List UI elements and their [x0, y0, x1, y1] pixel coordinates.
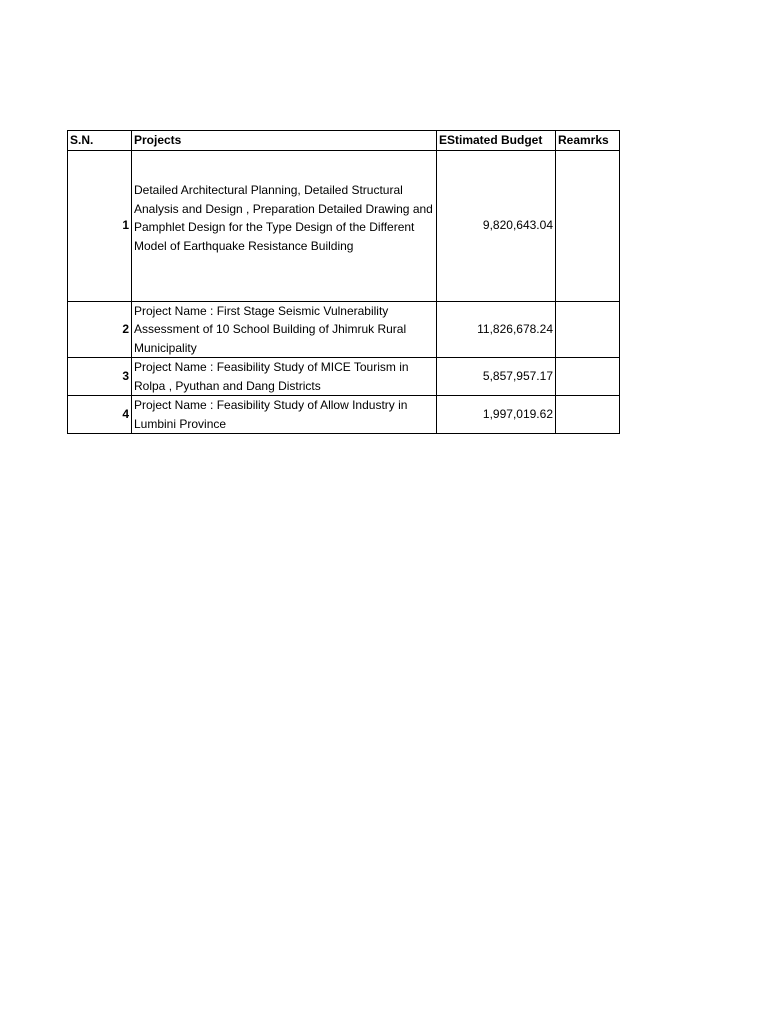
table-row: [68, 396, 620, 434]
table-row: [68, 358, 620, 396]
cell-budget[interactable]: 1,997,019.62: [437, 396, 556, 434]
cell-sn[interactable]: 2: [68, 301, 132, 358]
cell-sn[interactable]: 3: [68, 358, 132, 396]
cell-sn[interactable]: 1: [68, 150, 132, 301]
cell-remarks[interactable]: [556, 358, 620, 396]
cell-budget[interactable]: 9,820,643.04: [437, 150, 556, 301]
cell-project[interactable]: Project Name : Feasibility Study of MICE Tourism in Rolpa , Pyuthan and Dang Districts: [132, 358, 437, 396]
header-sn[interactable]: S.N.: [68, 131, 132, 151]
cell-budget[interactable]: 11,826,678.24: [437, 301, 556, 358]
projects-table: [67, 130, 620, 434]
table-row: [68, 150, 620, 301]
cell-project[interactable]: Project Name : First Stage Seismic Vulnerability Assessment of 10 School Building of Jhimruk Rural Municipality: [132, 301, 437, 358]
header-estimated-budget[interactable]: EStimated Budget: [437, 131, 556, 151]
cell-remarks[interactable]: [556, 301, 620, 358]
header-remarks[interactable]: Reamrks: [556, 131, 620, 151]
table-row: [68, 301, 620, 358]
header-row: [68, 131, 620, 151]
cell-project[interactable]: Project Name : Feasibility Study of Allow Industry in Lumbini Province: [132, 396, 437, 434]
cell-remarks[interactable]: [556, 396, 620, 434]
cell-sn[interactable]: 4: [68, 396, 132, 434]
cell-remarks[interactable]: [556, 150, 620, 301]
header-projects[interactable]: Projects: [132, 131, 437, 151]
cell-project[interactable]: Detailed Architectural Planning, Detailed Structural Analysis and Design , Preparation Detailed Drawing and Pamphlet Design for the Type Design of the Different Model of Earthquake Resistance Building: [132, 150, 437, 301]
cell-budget[interactable]: 5,857,957.17: [437, 358, 556, 396]
